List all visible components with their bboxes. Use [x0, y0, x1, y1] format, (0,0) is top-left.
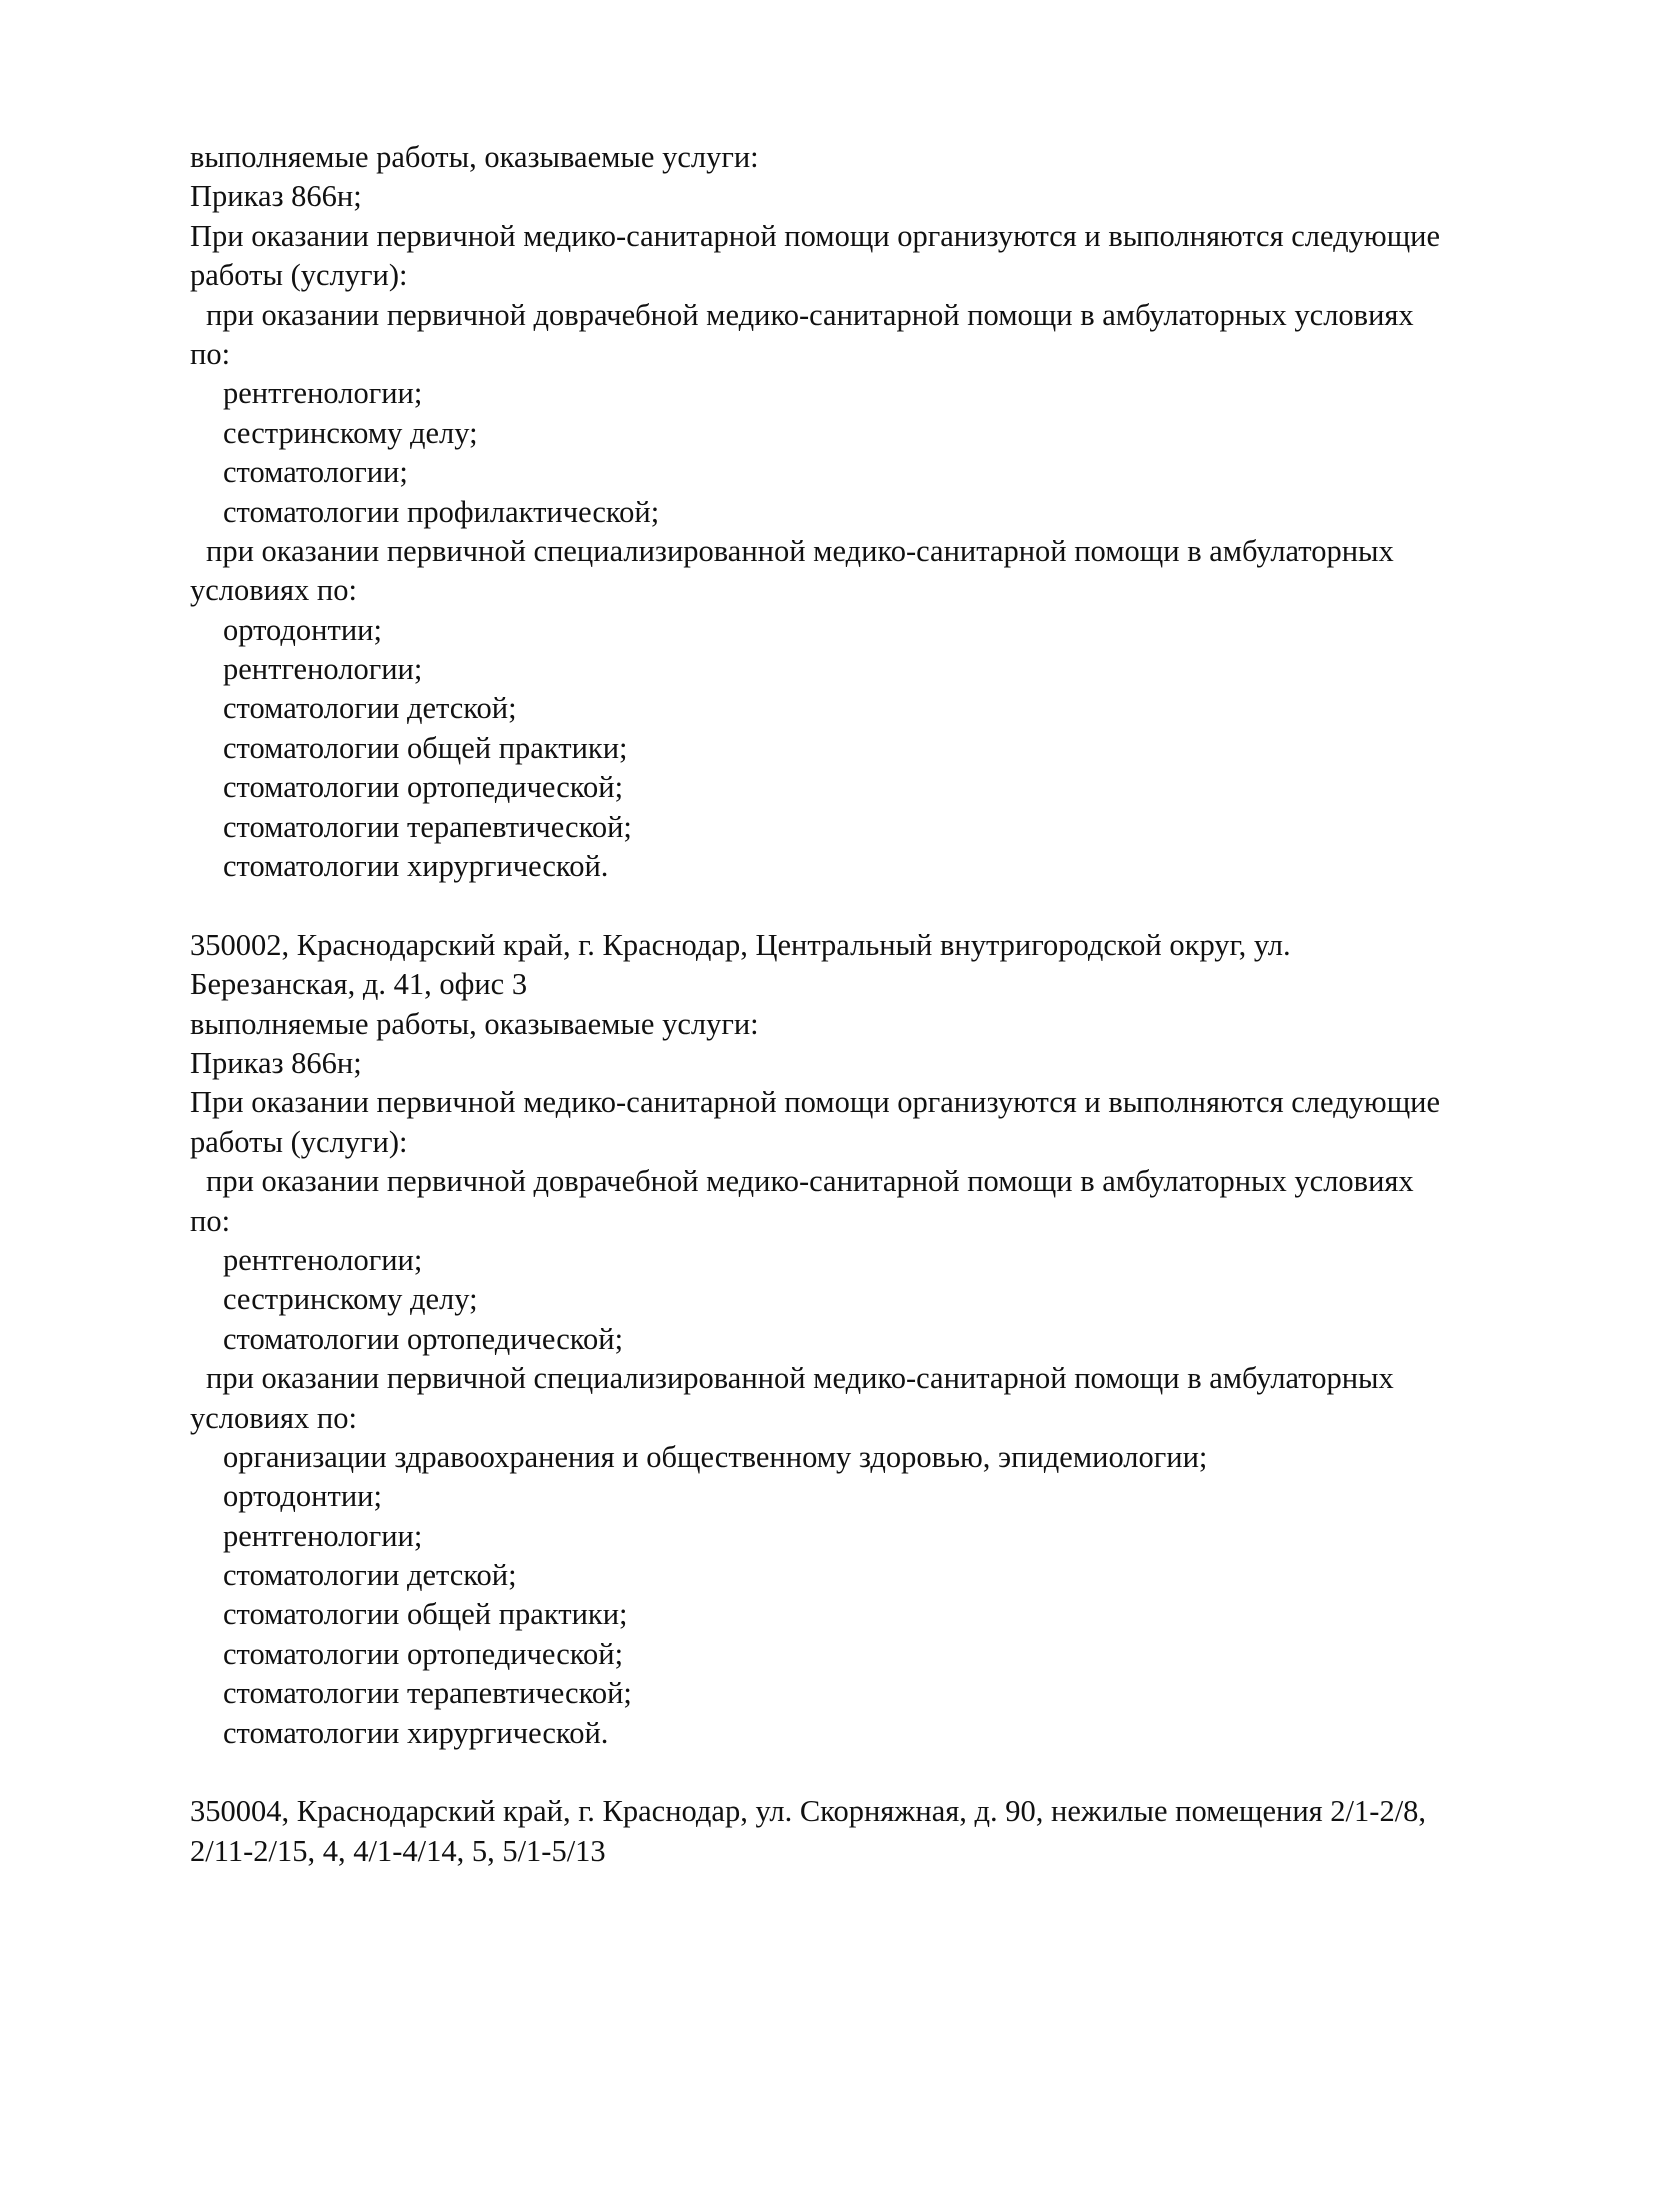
address-line: Березанская, д. 41, офис 3	[190, 967, 528, 1002]
address-line: 350002, Краснодарский край, г. Краснодар, Центральный внутригородской округ, ул.	[190, 927, 1291, 962]
intro-line: работы (услуги):	[190, 258, 408, 293]
service-list-item: ортодонтии;	[223, 1479, 382, 1514]
works-heading: выполняемые работы, оказываемые услуги:	[190, 140, 759, 174]
service-list-item: стоматологии хирургической.	[223, 1715, 609, 1750]
service-list-item: стоматологии хирургической.	[223, 849, 609, 884]
address-line: 350004, Краснодарский край, г. Краснодар, ул. Скорняжная, д. 90, нежилые помещения 2/1-2/8,	[190, 1794, 1427, 1829]
paragraph-gap	[190, 886, 1530, 925]
section-heading-line: условиях по:	[190, 1400, 357, 1435]
service-list-item: стоматологии детской;	[223, 1558, 517, 1593]
section-heading-line: по:	[190, 1203, 231, 1238]
order-reference: Приказ 866н;	[190, 1045, 362, 1080]
section-heading-line: при оказании первичной доврачебной медико-санитарной помощи в амбулаторных условиях	[206, 297, 1414, 332]
service-list-item: рентгенологии;	[223, 1242, 423, 1277]
service-list-item: стоматологии;	[223, 455, 408, 490]
paragraph-gap	[190, 1753, 1530, 1792]
service-list-item: стоматологии ортопедической;	[223, 770, 624, 805]
service-list-item: стоматологии общей практики;	[223, 730, 628, 765]
service-list-item: организации здравоохранения и общественному здоровью, эпидемиологии;	[223, 1439, 1208, 1474]
section-heading-line: при оказании первичной специализированной медико-санитарной помощи в амбулаторных	[206, 533, 1394, 568]
service-list-item: стоматологии детской;	[223, 691, 517, 726]
section-heading-line: при оказании первичной доврачебной медико-санитарной помощи в амбулаторных условиях	[206, 1164, 1414, 1199]
section-heading-line: условиях по:	[190, 573, 357, 608]
order-reference: Приказ 866н;	[190, 179, 362, 214]
document-page	[190, 138, 1530, 1871]
service-list-item: стоматологии терапевтической;	[223, 1676, 632, 1711]
works-heading: выполняемые работы, оказываемые услуги:	[190, 1006, 759, 1041]
intro-line: При оказании первичной медико-санитарной помощи организуются и выполняются следующие	[190, 218, 1441, 253]
intro-line: При оказании первичной медико-санитарной помощи организуются и выполняются следующие	[190, 1085, 1441, 1120]
service-list-item: стоматологии ортопедической;	[223, 1321, 624, 1356]
service-list-item: сестринскому делу;	[223, 415, 478, 450]
service-list-item: рентгенологии;	[223, 1518, 423, 1553]
intro-line: работы (услуги):	[190, 1124, 408, 1159]
service-list-item: сестринскому делу;	[223, 1282, 478, 1317]
section-heading-line: по:	[190, 336, 231, 371]
section-heading-line: при оказании первичной специализированной медико-санитарной помощи в амбулаторных	[206, 1361, 1394, 1396]
service-list-item: рентгенологии;	[223, 376, 423, 411]
service-list-item: стоматологии общей практики;	[223, 1597, 628, 1632]
service-list-item: стоматологии терапевтической;	[223, 809, 632, 844]
service-list-item: рентгенологии;	[223, 652, 423, 687]
service-list-item: стоматологии ортопедической;	[223, 1636, 624, 1671]
service-list-item: стоматологии профилактической;	[223, 494, 660, 529]
address-line: 2/11-2/15, 4, 4/1-4/14, 5, 5/1-5/13	[190, 1833, 606, 1868]
service-list-item: ортодонтии;	[223, 612, 382, 647]
